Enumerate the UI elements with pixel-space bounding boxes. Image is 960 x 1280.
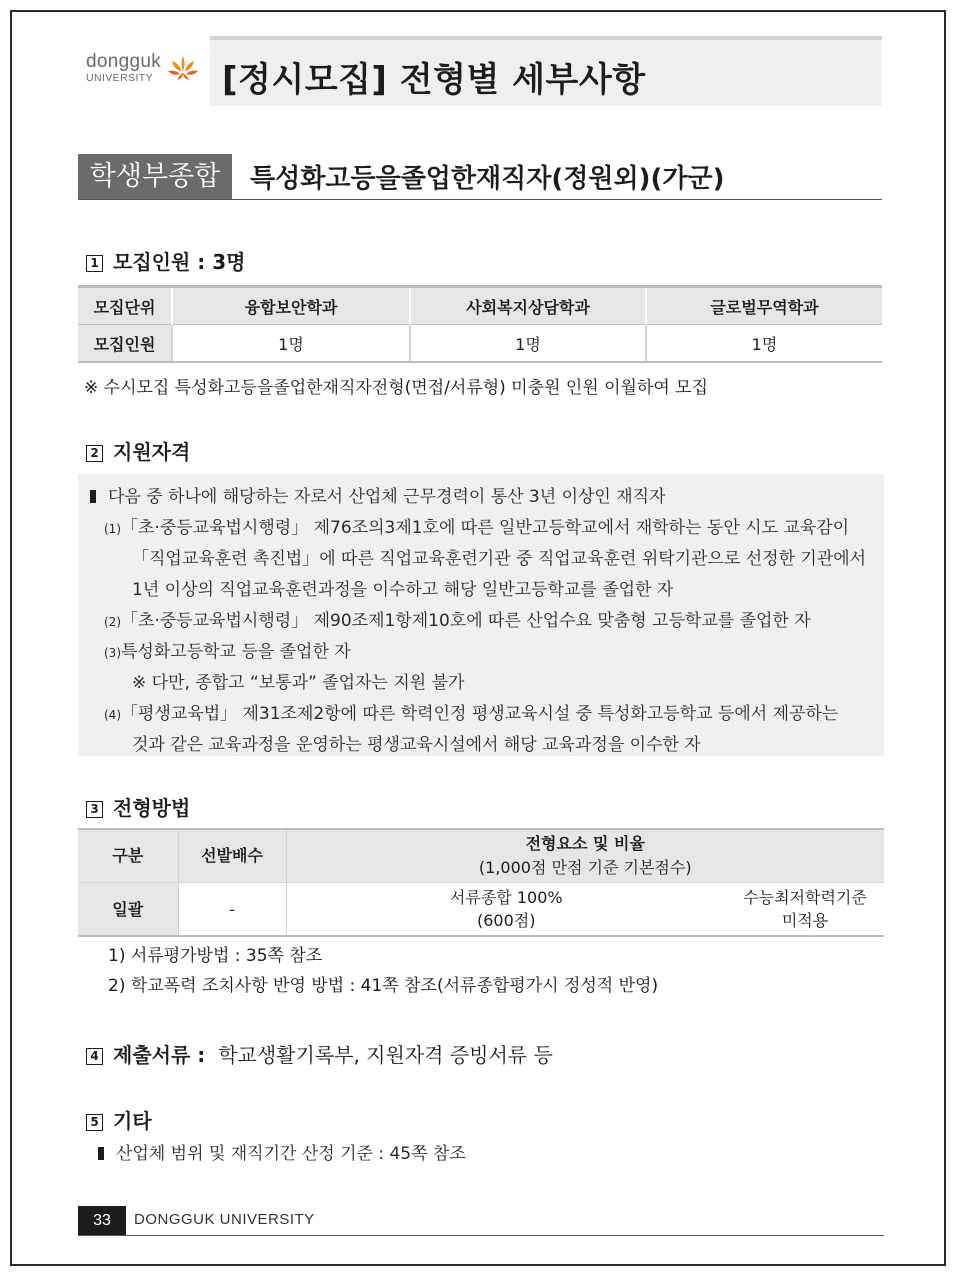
section-heading-text: 제출서류 :: [113, 1043, 206, 1067]
section-number-box: 4: [86, 1048, 103, 1065]
title-banner: [210, 36, 882, 106]
bullet-icon: [90, 490, 96, 503]
eligibility-item: [104, 637, 351, 662]
cell-line: 서류종합 100%: [449, 888, 563, 907]
table-header-cell: 선발배수: [178, 829, 286, 883]
lotus-emblem-icon: [166, 52, 200, 86]
item-line: 「직업교육훈련 촉진법」에 따른 직업교육훈련기관 중 직업교육훈련 위탁기관으로 선정한 기관에서: [132, 549, 867, 569]
cell-line: 미적용: [781, 911, 829, 930]
table-header-cell: 글로벌무역학과: [646, 287, 882, 325]
section-other-heading: [86, 1105, 152, 1134]
header-line: (1,000점 만점 기준 기본점수): [478, 858, 692, 877]
other-bullet-text: 산업체 범위 및 재직기간 산정 기준 : 45쪽 참조: [116, 1144, 466, 1164]
section-number-box: 3: [86, 801, 103, 818]
table-row: [78, 325, 882, 363]
eligibility-lead-text: 다음 중 하나에 해당하는 자로서 산업체 근무경력이 통산 3년 이상인 재직자: [108, 487, 666, 507]
item-line: 것과 같은 교육과정을 운영하는 평생교육시설에서 해당 교육과정을 이수한 자: [132, 735, 701, 755]
eligibility-item: [104, 513, 849, 538]
item-mark: (3): [104, 646, 121, 660]
table-cell: 일괄: [78, 883, 178, 937]
table-header-cell: 모집단위: [78, 287, 172, 325]
selection-method-table: [78, 828, 884, 937]
item-line: 「초·중등교육법시행령」 제90조제1항제10호에 따른 산업수요 맞춤형 고등학교를 졸업한 자: [121, 611, 811, 631]
footer-university-name: DONGGUK UNIVERSITY: [134, 1211, 315, 1228]
section-eligibility-heading: [86, 436, 190, 465]
header-line: 전형요소 및 비율: [525, 834, 645, 853]
method-note: 1) 서류평가방법 : 35쪽 참조: [108, 946, 323, 966]
page-number: 33: [78, 1206, 126, 1236]
section-recruitment-heading: [86, 246, 245, 275]
section-method-heading: [86, 792, 190, 821]
section-heading-text: 모집인원 : 3명: [113, 250, 246, 274]
recruitment-table: [78, 285, 882, 363]
table-cell: 1명: [646, 325, 882, 363]
cell-line: 수능최저학력기준: [743, 888, 867, 907]
table-cell: [726, 883, 884, 937]
subtitle-divider: [78, 199, 882, 200]
table-header-row: [78, 829, 884, 883]
section-number-box: 2: [86, 445, 103, 462]
item-line: 「초·중등교육법시행령」 제76조의3제1호에 따른 일반고등학교에서 재학하는 동안 시도 교육감이: [121, 518, 850, 538]
table-header-cell: 구분: [78, 829, 178, 883]
table-cell: 1명: [410, 325, 646, 363]
logo-word: dongguk: [86, 51, 162, 72]
eligibility-item: [104, 606, 811, 631]
method-note: 2) 학교폭력 조치사항 반영 방법 : 41쪽 참조(서류종합평가시 정성적 반영): [108, 976, 659, 996]
item-mark: (1): [104, 522, 121, 536]
item-mark: (4): [104, 708, 121, 722]
item-line: 특성화고등학교 등을 졸업한 자: [121, 642, 351, 662]
cell-line: (600점): [477, 911, 536, 930]
admission-track-title: 특성화고등을졸업한재직자(정원외)(가군): [250, 164, 725, 194]
admission-type-tag: 학생부종합: [78, 154, 232, 200]
logo-sub: UNIVERSITY: [86, 72, 154, 84]
eligibility-lead: [90, 482, 666, 507]
item-line: 1년 이상의 직업교육훈련과정을 이수하고 해당 일반고등학교를 졸업한 자: [132, 580, 674, 600]
table-header-cell: 융합보안학과: [172, 287, 410, 325]
documents-text: 학교생활기록부, 지원자격 증빙서류 등: [218, 1043, 553, 1067]
section-number-box: 5: [86, 1114, 103, 1131]
table-header-cell: 사회복지상담학과: [410, 287, 646, 325]
bullet-icon: [98, 1147, 104, 1160]
table-cell: 모집인원: [78, 325, 172, 363]
table-cell: [286, 883, 726, 937]
table-row: [78, 883, 884, 937]
section-heading-text: 지원자격: [113, 440, 191, 464]
carryover-note: ※ 수시모집 특성화고등을졸업한재직자전형(면접/서류형) 미충원 인원 이월하여 모집: [84, 378, 709, 398]
section-number-box: 1: [86, 255, 103, 272]
eligibility-item: [104, 699, 838, 724]
section-documents-heading: [86, 1039, 553, 1068]
eligibility-box: [78, 474, 884, 756]
table-header-row: [78, 287, 882, 325]
section-heading-text: 기타: [113, 1109, 152, 1133]
table-cell: 1명: [172, 325, 410, 363]
footer-divider: [78, 1235, 884, 1236]
table-cell: -: [178, 883, 286, 937]
table-header-cell: [286, 829, 884, 883]
item-mark: (2): [104, 615, 121, 629]
section-heading-text: 전형방법: [113, 796, 191, 820]
item-line: 「평생교육법」 제31조제2항에 따른 학력인정 평생교육시설 중 특성화고등학교 등에서 제공하는: [121, 704, 839, 724]
page-title: [정시모집] 전형별 세부사항: [222, 60, 646, 100]
other-bullet-item: [98, 1139, 466, 1164]
item-line: ※ 다만, 종합고 “보통과” 졸업자는 지원 불가: [132, 673, 465, 693]
dongguk-logo: [86, 52, 206, 100]
